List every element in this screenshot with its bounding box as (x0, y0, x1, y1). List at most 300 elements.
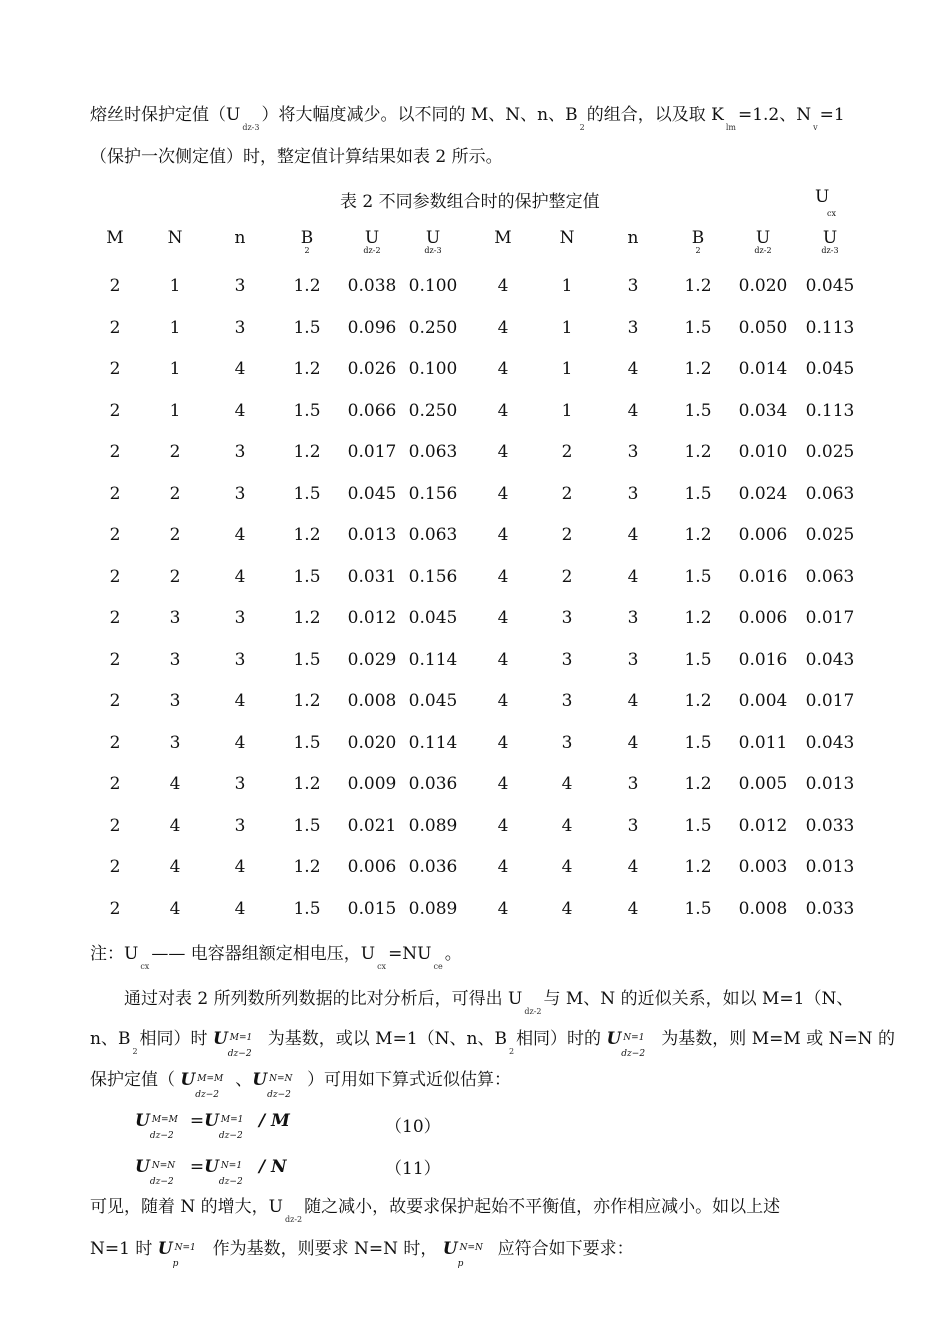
table-cell: 0.017 (805, 691, 855, 711)
text: n、B (90, 1029, 131, 1049)
table-header-cell (277, 228, 337, 255)
math-indices (218, 1111, 259, 1141)
table-cell: 0.017 (347, 442, 397, 462)
table-cell: 1.2 (684, 691, 712, 711)
table-cell: 4 (497, 317, 509, 338)
table-cell: 2 (109, 857, 121, 877)
table-cell: 3 (627, 774, 639, 794)
table-row (90, 567, 870, 608)
table-cell: 2 (109, 649, 121, 670)
table-cell: 0.045 (408, 608, 458, 628)
index-top: N=N (151, 1160, 176, 1171)
index-top: M=M (151, 1114, 178, 1125)
table-cell: 0.250 (408, 400, 458, 421)
table-cell: 4 (627, 732, 639, 753)
text: 的组合，以及取 K (586, 105, 724, 125)
divisor: / N (258, 1157, 287, 1177)
text: 应符合如下要求： (497, 1239, 634, 1259)
table-header-cell (210, 228, 270, 246)
table-cell: 1.2 (293, 608, 321, 628)
text: 熔丝时保护定值（U (90, 105, 241, 125)
para2-line2 (90, 1028, 895, 1059)
table-cell: 2 (109, 276, 121, 296)
table-row (90, 484, 870, 525)
unit-symbol: U (815, 187, 830, 207)
table-cell: 1.5 (684, 898, 712, 919)
table-cell: 2 (561, 483, 573, 504)
table-cell: 0.045 (408, 691, 458, 711)
text: =1.2、N (737, 105, 812, 125)
table-cell: 0.156 (408, 566, 458, 587)
para1-line2: （保护一次侧定值）时，整定值计算结果如表 2 所示。 (90, 147, 503, 167)
index-top: M=1 (229, 1032, 253, 1043)
subscript: lm (725, 123, 736, 132)
para3-line1 (90, 1196, 781, 1224)
table-cell: 0.011 (738, 732, 788, 753)
subscript: 2 (132, 1047, 138, 1056)
table-cell: 0.050 (738, 317, 788, 338)
table-cell: 4 (497, 442, 509, 462)
table-cell: 0.010 (738, 442, 788, 462)
table-cell: 0.100 (408, 359, 458, 379)
header-symbol: U (364, 228, 380, 248)
table-cell: 0.066 (347, 400, 397, 421)
index-top: N=N (459, 1242, 483, 1253)
equation-10-label: （10） (385, 1117, 441, 1137)
table-cell: 1.2 (684, 608, 712, 628)
table-cell: 4 (169, 857, 181, 877)
para3-line2 (90, 1238, 634, 1269)
table-cell: 0.029 (347, 649, 397, 670)
table-cell: 4 (234, 857, 246, 877)
index-bottom: dz−2 (149, 1176, 174, 1187)
table-cell: 4 (497, 774, 509, 794)
subscript: dz-2 (524, 1007, 542, 1016)
equals: = (189, 1157, 205, 1177)
subscript: dz-2 (285, 1215, 303, 1224)
table-header-cell (603, 228, 663, 246)
table-cell: 2 (109, 815, 121, 836)
table-cell: 3 (627, 649, 639, 670)
index-bottom: dz−2 (227, 1048, 252, 1059)
table-row (90, 650, 870, 691)
index-bottom: dz−2 (621, 1048, 646, 1059)
math-indices (195, 1070, 235, 1100)
table-cell: 0.063 (805, 566, 855, 587)
table-row (90, 733, 870, 774)
index-top: N=1 (623, 1032, 645, 1043)
table-cell: 0.013 (347, 525, 397, 545)
index-bottom: dz−2 (218, 1130, 243, 1141)
table-cell: 1.2 (293, 857, 321, 877)
table-cell: 2 (109, 400, 121, 421)
table-cell: 3 (627, 317, 639, 338)
header-symbol: B (300, 228, 314, 248)
table-cell: 1.5 (293, 815, 321, 836)
table-cell: 4 (497, 276, 509, 296)
table-header-cell (800, 228, 860, 255)
math-symbol: U (606, 1029, 622, 1049)
table-cell: 4 (234, 898, 246, 919)
header-subscript: dz-3 (424, 246, 442, 255)
table-cell: 4 (497, 608, 509, 628)
table-cell: 0.003 (738, 857, 788, 877)
subscript: v (813, 123, 818, 132)
text: ）可用如下算式近似估算： (307, 1070, 512, 1090)
table-cell: 3 (234, 317, 246, 338)
math-symbol: U (252, 1070, 268, 1090)
table-cell: 0.043 (805, 649, 855, 670)
table-cell: 1.5 (684, 815, 712, 836)
table-cell: 4 (234, 400, 246, 421)
table-cell: 3 (627, 442, 639, 462)
text: 相同）时 (139, 1029, 208, 1049)
table-cell: 4 (497, 400, 509, 421)
table-cell: 1.2 (684, 525, 712, 545)
table-row (90, 774, 870, 815)
header-symbol: U (425, 228, 441, 248)
table-header-cell (342, 228, 402, 255)
table-cell: 0.045 (805, 276, 855, 296)
table-row (90, 857, 870, 898)
table-cell: 4 (627, 898, 639, 919)
table-cell: 4 (627, 691, 639, 711)
table-cell: 1.5 (684, 317, 712, 338)
index-bottom: dz−2 (267, 1089, 291, 1100)
table-cell: 2 (561, 442, 573, 462)
table-cell: 0.114 (408, 732, 458, 753)
header-subscript: dz-2 (363, 246, 381, 255)
header-symbol: M (494, 228, 512, 248)
table-unit (815, 187, 836, 218)
table-cell: 1.5 (293, 400, 321, 421)
index-bottom: p (457, 1258, 464, 1269)
equation-11-label: （11） (385, 1159, 441, 1179)
index-top: M=M (197, 1073, 224, 1084)
header-symbol: N (559, 228, 575, 248)
table-cell: 2 (561, 525, 573, 545)
text: N=1 时 (90, 1239, 153, 1259)
subscript: dz-3 (242, 123, 260, 132)
table-cell: 1.5 (684, 732, 712, 753)
table-cell: 4 (169, 898, 181, 919)
header-symbol: B (691, 228, 705, 248)
table-cell: 0.045 (805, 359, 855, 379)
table-cell: 2 (109, 732, 121, 753)
table-header-cell (85, 228, 145, 246)
table-cell: 0.006 (347, 857, 397, 877)
table-cell: 1.5 (684, 483, 712, 504)
table-cell: 4 (627, 566, 639, 587)
unit-subscript: cx (827, 209, 836, 218)
header-symbol: M (106, 228, 124, 248)
table-cell: 0.021 (347, 815, 397, 836)
table-cell: 0.250 (408, 317, 458, 338)
table-cell: 0.012 (347, 608, 397, 628)
table-cell: 4 (234, 359, 246, 379)
table-header-cell (733, 228, 793, 255)
table-cell: 0.096 (347, 317, 397, 338)
table-cell: 0.016 (738, 649, 788, 670)
table-cell: 3 (234, 774, 246, 794)
text: 通过对表 2 所列数所列数据的比对分析后，可得出 U (124, 989, 523, 1009)
table-cell: 4 (234, 525, 246, 545)
table-cell: 1.5 (684, 400, 712, 421)
header-subscript: dz-3 (821, 246, 839, 255)
table-cell: 0.016 (738, 566, 788, 587)
index-bottom: p (172, 1258, 179, 1269)
table-cell: 4 (497, 691, 509, 711)
table-cell: 1.2 (293, 691, 321, 711)
table-cell: 0.063 (408, 525, 458, 545)
table-cell: 3 (234, 442, 246, 462)
math-indices (218, 1157, 259, 1187)
table-cell: 1 (561, 317, 573, 338)
table-cell: 4 (561, 774, 573, 794)
table-cell: 2 (109, 691, 121, 711)
table-cell: 0.089 (408, 898, 458, 919)
text: ）将大幅度减少。以不同的 M、N、n、B (261, 105, 578, 125)
math-symbol: U (442, 1239, 458, 1259)
table-cell: 2 (109, 359, 121, 379)
table-cell: 1.2 (684, 857, 712, 877)
table-cell: 1.2 (684, 442, 712, 462)
table-cell: 1 (561, 359, 573, 379)
table-cell: 0.008 (347, 691, 397, 711)
header-subscript: dz-2 (754, 246, 772, 255)
table-cell: 1.5 (293, 483, 321, 504)
table-cell: 1.5 (293, 732, 321, 753)
table-cell: 0.020 (738, 276, 788, 296)
table-cell: 4 (561, 898, 573, 919)
table-cell: 2 (109, 774, 121, 794)
table-cell: 0.113 (805, 400, 855, 421)
text: —— 电容器组额定相电压，U (151, 944, 376, 964)
index-top: M=1 (220, 1114, 244, 1125)
header-symbol: N (167, 228, 183, 248)
table-cell: 2 (109, 566, 121, 587)
table-cell: 4 (627, 359, 639, 379)
table-row (90, 816, 870, 857)
table-cell: 1 (169, 276, 181, 296)
table-cell: 4 (627, 400, 639, 421)
table-row (90, 608, 870, 649)
table-cell: 1.2 (293, 359, 321, 379)
math-symbol: U (135, 1157, 150, 1177)
header-symbol: U (822, 228, 838, 248)
table-cell: 0.013 (805, 774, 855, 794)
table-row (90, 276, 870, 317)
table-row (90, 401, 870, 442)
table-cell: 4 (497, 566, 509, 587)
table-cell: 4 (497, 732, 509, 753)
math-symbol: U (135, 1111, 150, 1131)
table-cell: 1 (169, 317, 181, 338)
table-cell: 0.004 (738, 691, 788, 711)
table-cell: 1 (169, 359, 181, 379)
table-cell: 2 (109, 317, 121, 338)
table-cell: 3 (234, 649, 246, 670)
equals: = (189, 1111, 205, 1131)
table-cell: 0.033 (805, 898, 855, 919)
math-symbol: U (157, 1239, 173, 1259)
table-cell: 1.2 (293, 276, 321, 296)
table-cell: 4 (497, 525, 509, 545)
table-cell: 3 (234, 483, 246, 504)
index-top: N=1 (174, 1242, 196, 1253)
table-header-cell (403, 228, 463, 255)
table-cell: 3 (561, 732, 573, 753)
math-indices (149, 1157, 190, 1187)
table-header-cell (668, 228, 728, 255)
table-cell: 4 (234, 691, 246, 711)
table-row (90, 318, 870, 359)
table-cell: 1 (561, 276, 573, 296)
table-cell: 1.2 (293, 774, 321, 794)
table-cell: 1.2 (293, 525, 321, 545)
header-symbol: n (627, 228, 639, 248)
math-indices (267, 1070, 307, 1100)
text: 为基数，则 M=M 或 N=N 的 (661, 1029, 895, 1049)
math-symbol: U (204, 1157, 219, 1177)
text: 相同）时的 (516, 1029, 602, 1049)
index-bottom: dz−2 (195, 1089, 220, 1100)
subscript: cx (377, 962, 387, 971)
header-subscript: 2 (695, 246, 701, 255)
table-cell: 0.012 (738, 815, 788, 836)
divisor: / M (258, 1111, 290, 1131)
subscript: 2 (579, 123, 585, 132)
text: 。 (444, 944, 462, 964)
math-indices (621, 1029, 661, 1059)
header-symbol: n (234, 228, 246, 248)
table-cell: 0.045 (347, 483, 397, 504)
table-cell: 0.009 (347, 774, 397, 794)
equation-10 (135, 1110, 290, 1141)
table-note (90, 943, 462, 971)
table-cell: 0.038 (347, 276, 397, 296)
text: =1 (819, 105, 845, 125)
table-cell: 2 (109, 483, 121, 504)
math-symbol: U (180, 1070, 196, 1090)
table-cell: 0.033 (805, 815, 855, 836)
table-cell: 1.5 (293, 898, 321, 919)
table-cell: 0.100 (408, 276, 458, 296)
table-cell: 0.156 (408, 483, 458, 504)
table-cell: 4 (627, 857, 639, 877)
header-symbol: U (755, 228, 771, 248)
table-cell: 4 (497, 898, 509, 919)
text: 随之减小，故要求保护起始不平衡值，亦作相应减小。如以上述 (304, 1197, 781, 1217)
table-cell: 0.024 (738, 483, 788, 504)
text: 可见，随着 N 的增大，U (90, 1197, 284, 1217)
table-cell: 1.2 (293, 442, 321, 462)
table-cell: 0.026 (347, 359, 397, 379)
math-indices (172, 1239, 213, 1269)
table-cell: 2 (109, 608, 121, 628)
table-cell: 4 (497, 857, 509, 877)
table-cell: 1.5 (684, 649, 712, 670)
table-cell: 4 (497, 483, 509, 504)
table-cell: 1 (169, 400, 181, 421)
table-cell: 4 (561, 857, 573, 877)
table-cell: 0.015 (347, 898, 397, 919)
table-cell: 1.2 (684, 276, 712, 296)
table-cell: 0.063 (408, 442, 458, 462)
table-cell: 1.2 (684, 359, 712, 379)
table-cell: 1.5 (684, 566, 712, 587)
text: 作为基数，则要求 N=N 时， (212, 1239, 438, 1259)
subscript: cx (140, 962, 150, 971)
table-cell: 3 (234, 276, 246, 296)
table-cell: 3 (561, 649, 573, 670)
math-symbol: U (212, 1029, 228, 1049)
table-cell: 3 (169, 649, 181, 670)
table-cell: 2 (109, 898, 121, 919)
subscript: ce (433, 962, 443, 971)
table-row (90, 359, 870, 400)
math-symbol: U (204, 1111, 219, 1131)
table-cell: 3 (627, 608, 639, 628)
table-cell: 0.006 (738, 608, 788, 628)
table-row (90, 691, 870, 732)
table-cell: 4 (497, 649, 509, 670)
text: =NU (388, 944, 432, 964)
table-cell: 0.025 (805, 525, 855, 545)
index-top: N=N (269, 1073, 293, 1084)
table-cell: 0.043 (805, 732, 855, 753)
para2-line1 (124, 988, 854, 1016)
table-cell: 0.114 (408, 649, 458, 670)
para2-line3 (90, 1069, 512, 1100)
table-cell: 2 (169, 566, 181, 587)
table-caption: 表 2 不同参数组合时的保护整定值 (340, 192, 600, 212)
table-cell: 3 (234, 608, 246, 628)
table-cell: 4 (497, 815, 509, 836)
table-cell: 0.063 (805, 483, 855, 504)
text: 、 (235, 1070, 253, 1090)
table-header-cell (145, 228, 205, 246)
table-cell: 2 (169, 483, 181, 504)
table-cell: 0.036 (408, 774, 458, 794)
table-cell: 3 (234, 815, 246, 836)
header-subscript: 2 (304, 246, 310, 255)
table-cell: 0.017 (805, 608, 855, 628)
table-cell: 0.036 (408, 857, 458, 877)
table-cell: 3 (627, 276, 639, 296)
text: 与 M、N 的近似关系，如以 M=1（N、 (543, 989, 854, 1009)
text: 为基数，或以 M=1（N、n、B (267, 1029, 507, 1049)
subscript: 2 (508, 1047, 515, 1056)
table-cell: 0.008 (738, 898, 788, 919)
table-cell: 3 (169, 691, 181, 711)
table-cell: 3 (169, 732, 181, 753)
table-cell: 0.031 (347, 566, 397, 587)
index-bottom: dz−2 (218, 1176, 243, 1187)
table-cell: 0.025 (805, 442, 855, 462)
math-indices (149, 1111, 190, 1141)
table-cell: 3 (169, 608, 181, 628)
table-row (90, 442, 870, 483)
table-cell: 1.5 (293, 649, 321, 670)
index-bottom: dz−2 (149, 1130, 174, 1141)
table-cell: 1 (561, 400, 573, 421)
table-cell: 2 (109, 525, 121, 545)
table-cell: 2 (561, 566, 573, 587)
table-cell: 1.2 (684, 774, 712, 794)
table-cell: 0.014 (738, 359, 788, 379)
table-cell: 0.034 (738, 400, 788, 421)
